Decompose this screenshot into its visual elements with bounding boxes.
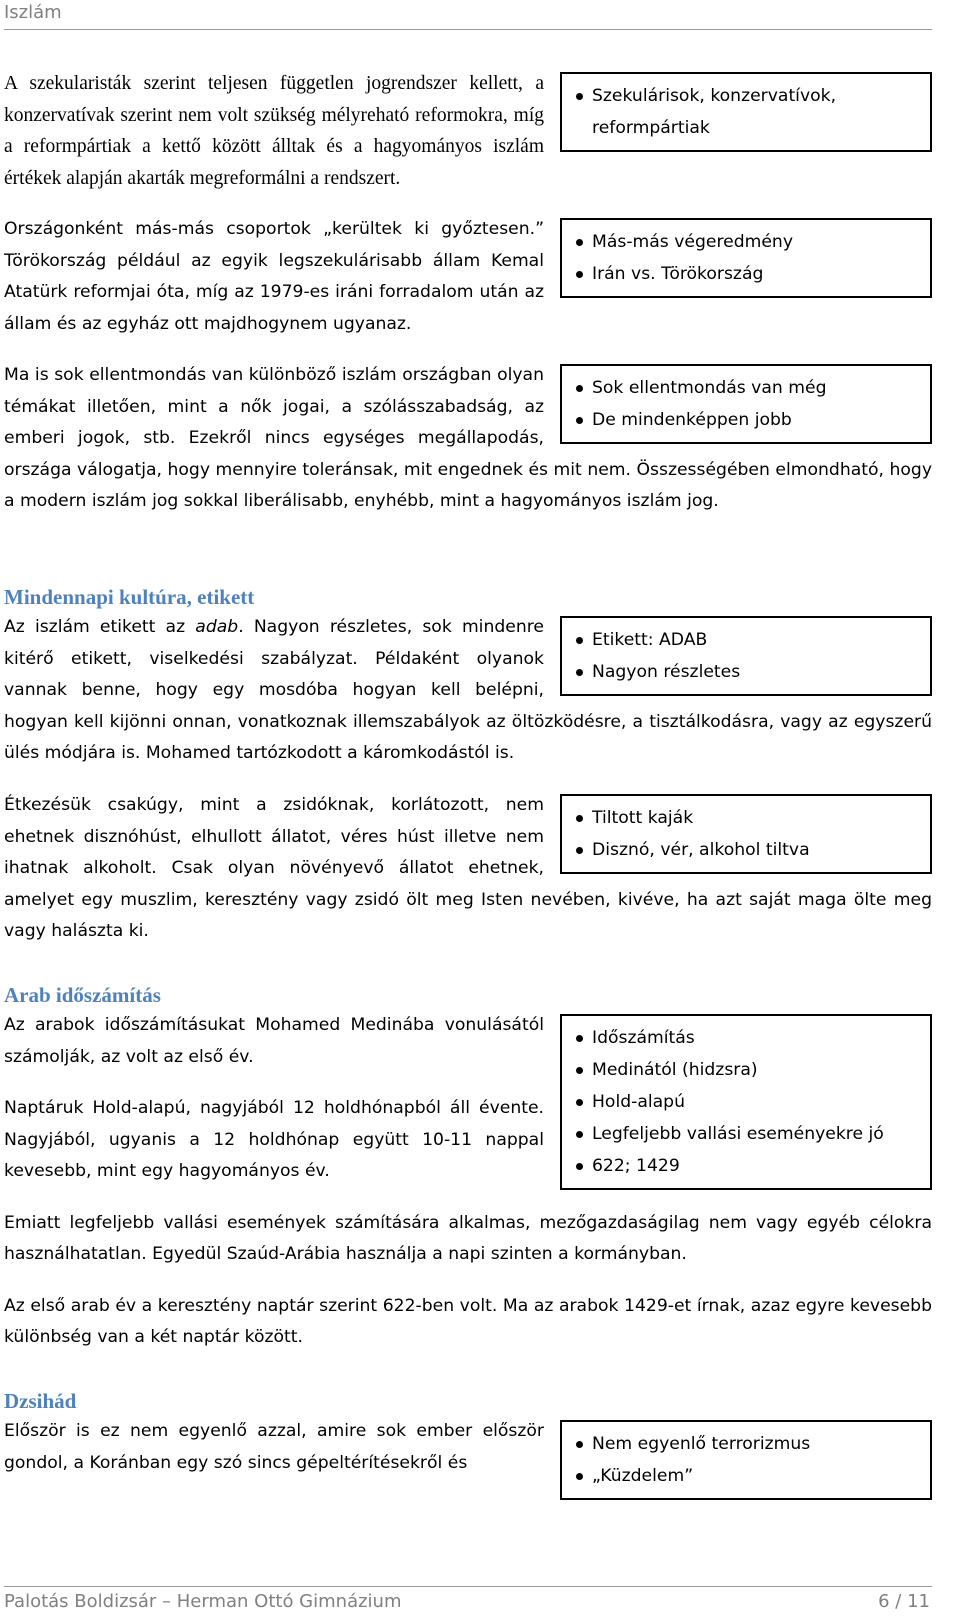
paragraph: Először is ez nem egyenlő azzal, amire sok ember először gondol, a Koránban egy szó sincs gépeltérítésekről és bbox=[4, 1421, 544, 1473]
summary-box bbox=[560, 364, 932, 444]
page-header bbox=[4, 0, 932, 30]
summary-item: Nem egyenlő terrorizmus bbox=[576, 1428, 920, 1460]
section-etkezes bbox=[4, 790, 932, 948]
text-emphasis: adab bbox=[195, 617, 239, 637]
section-idoszamitas bbox=[4, 1010, 932, 1354]
summary-item: Szekulárisok, konzervatívok, reformpártiak bbox=[576, 80, 920, 144]
summary-item: Sok ellentmondás van még bbox=[576, 372, 920, 404]
paragraph: Emiatt legfeljebb vallási események számítására alkalmas, mezőgazdaságilag nem vagy egyéb célokra használhatatlan. Egyedül Szaúd-Arábia használja a napi szinten a kormányban. bbox=[4, 1212, 932, 1264]
summary-item: Nagyon részletes bbox=[576, 656, 920, 688]
section-szekularisok bbox=[4, 68, 932, 194]
section-etikett bbox=[4, 612, 932, 770]
summary-item: Legfeljebb vallási eseményekre jó bbox=[576, 1118, 920, 1150]
summary-item: Irán vs. Törökország bbox=[576, 258, 920, 290]
paragraph: Az első arab év a keresztény naptár szerint 622-ben volt. Ma az arabok 1429-et írnak, azaz egyre kevesebb különbség van a két naptár között. bbox=[4, 1295, 932, 1347]
summary-box bbox=[560, 1420, 932, 1500]
summary-item: „Küzdelem” bbox=[576, 1460, 920, 1492]
summary-item: De mindenképpen jobb bbox=[576, 404, 920, 436]
summary-item: Időszámítás bbox=[576, 1022, 920, 1054]
paragraph: Országonként más-más csoportok „kerültek ki győztesen.” Törökország például az egyik legszekulárisabb állam Kemal Atatürk reformjai óta, míg az 1979-es iráni forradalom után az állam és az egyház ott majdhogynem ugyanaz. bbox=[4, 219, 544, 334]
paragraph: Naptáruk Hold-alapú, nagyjából 12 holdhónapból áll évente. Nagyjából, ugyanis a 12 holdhónap együtt 10-11 nappal kevesebb, mint egy hagyományos év. bbox=[4, 1098, 544, 1181]
paragraph: Étkezésük csakúgy, mint a zsidóknak, korlátozott, nem ehetnek disznóhúst, elhullott állatot, véres húst illetve nem ihatnak alkoholt. Csak olyan növényevő állatot ehetnek, amelyet egy muszlim, keresztény vagy zsidó ölt meg Isten nevében, kivéve, ha azt saját maga ölte meg vagy halászta ki. bbox=[4, 795, 932, 941]
paragraph: Ma is sok ellentmondás van különböző iszlám országban olyan témákat illetően, mint a nők jogai, a szólásszabadság, az emberi jogok, stb. Ezekről nincs egységes megállapodás, országa válogatja, hogy mennyire toleránsak, mit engednek és mit nem. Összességében elmondható, hogy a modern iszlám jog sokkal liberálisabb, enyhébb, mint a hagyományos iszlám jog. bbox=[4, 365, 932, 511]
paragraph: Az arabok időszámításukat Mohamed Medinába vonulásától számolják, az volt az első év. bbox=[4, 1015, 544, 1067]
summary-item: Etikett: ADAB bbox=[576, 624, 920, 656]
text-post: . Nagyon részletes, sok mindenre kitérő etikett, viselkedési szabályzat. Példaként olyanok vannak benne, hogy egy mosdóba hogyan kell belépni, hogyan kell kijönni onnan, vonatkoznak illemszabályok az öltözködésre, a tisztálkodásra, vagy az egyszerű ülés módjára is. Mohamed tartózkodott a káromkodástól is. bbox=[4, 617, 932, 763]
summary-box bbox=[560, 1014, 932, 1190]
summary-item: Disznó, vér, alkohol tiltva bbox=[576, 834, 920, 866]
section-dzsihad bbox=[4, 1416, 932, 1508]
summary-item: Más-más végeredmény bbox=[576, 226, 920, 258]
footer-author: Palotás Boldizsár – Herman Ottó Gimnázium bbox=[4, 1591, 402, 1612]
summary-box bbox=[560, 794, 932, 874]
summary-item: Medinától (hidzsra) bbox=[576, 1054, 920, 1086]
heading-dzsihad: Dzsihád bbox=[4, 1389, 77, 1413]
page-number: 6 / 11 bbox=[878, 1591, 930, 1612]
section-ellentmondas bbox=[4, 360, 932, 518]
summary-box bbox=[560, 616, 932, 696]
summary-box bbox=[560, 72, 932, 152]
page-footer bbox=[4, 1586, 932, 1616]
heading-arab-idoszamitas: Arab időszámítás bbox=[4, 983, 161, 1007]
summary-item: Tiltott kaják bbox=[576, 802, 920, 834]
section-orszagonkent bbox=[4, 214, 932, 340]
summary-box bbox=[560, 218, 932, 298]
text-pre: Az iszlám etikett az bbox=[4, 617, 196, 637]
summary-item: Hold-alapú bbox=[576, 1086, 920, 1118]
header-title: Iszlám bbox=[4, 2, 62, 23]
summary-item: 622; 1429 bbox=[576, 1150, 920, 1182]
heading-etikett: Mindennapi kultúra, etikett bbox=[4, 585, 255, 609]
paragraph: A szekularisták szerint teljesen független jogrendszer kellett, a konzervatívak szerint nem volt szükség mélyreható reformokra, míg a reformpártiak a kettő között álltak és a hagyományos iszlám értékek alapján akarták megreformálni a rendszert. bbox=[4, 73, 544, 189]
